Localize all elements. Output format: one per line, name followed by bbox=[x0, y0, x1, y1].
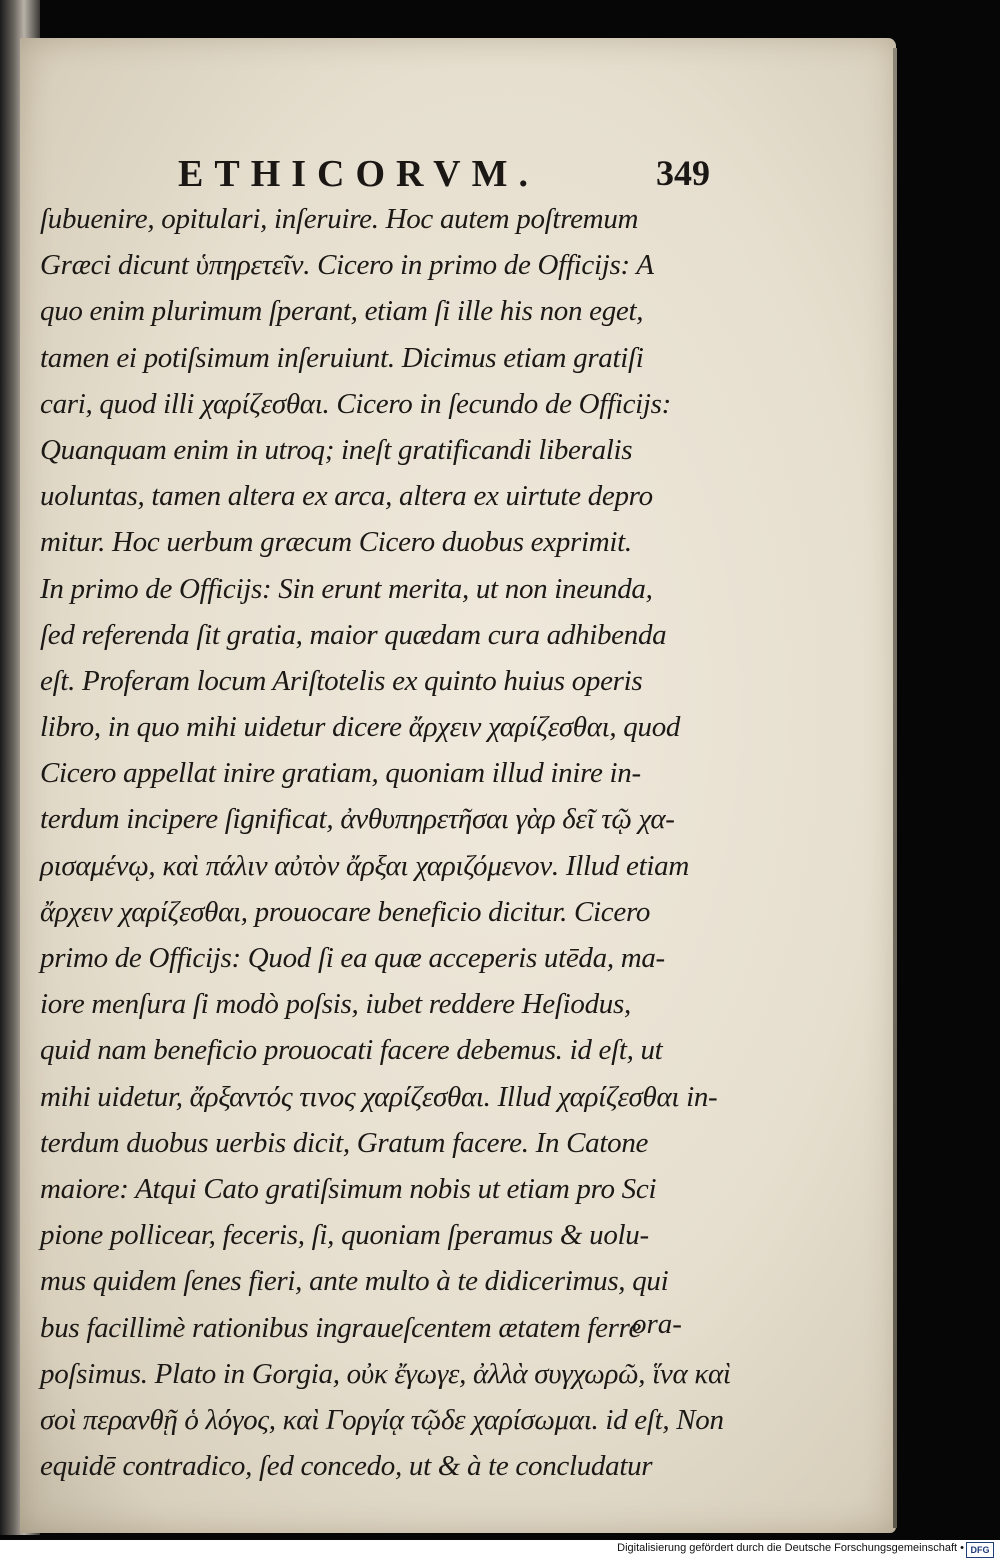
text-line: terdum duobus uerbis dicit, Gratum facere. In Catone bbox=[40, 1126, 649, 1159]
page-header bbox=[130, 152, 710, 196]
text-line: ſubuenire, opitulari, inſeruire. Hoc autem poſtremum bbox=[40, 203, 639, 235]
text-line: Quanquam enim in utroq; ineſt gratificandi liberalis bbox=[40, 433, 633, 466]
text-line: equidē contradico, ſed concedo, ut & à te concludatur bbox=[40, 1450, 653, 1483]
text-line: tamen ei potiſsimum inſeruiunt. Dicimus etiam gratiſi bbox=[40, 341, 644, 374]
text-line: bus facillimè rationibus ingraueſcentem ætatem ferre bbox=[40, 1311, 642, 1344]
text-line: eſt. Proferam locum Ariſtotelis ex quinto huius operis bbox=[40, 664, 643, 697]
dfg-logo: DFG bbox=[966, 1542, 994, 1558]
text-line: libro, in quo mihi uidetur dicere ἄρχειν χαρίζεσθαι, quod bbox=[40, 711, 681, 744]
text-line: pione pollicear, feceris, ſi, quoniam ſperamus & uolu- bbox=[40, 1219, 649, 1252]
text-line: ſed referenda ſit gratia, maior quædam cura adhibenda bbox=[40, 618, 667, 651]
text-line: Græci dicunt ὑπηρετεῖν. Cicero in primo de Officijs: A bbox=[40, 249, 654, 282]
text-line: uoluntas, tamen altera ex arca, altera ex uirtute depro bbox=[40, 480, 653, 513]
page-number: 349 bbox=[656, 153, 710, 193]
footer-bar bbox=[0, 1540, 1000, 1560]
text-line: iore menſura ſi modò poſsis, iubet reddere Heſiodus, bbox=[40, 988, 631, 1021]
page-edge bbox=[893, 48, 897, 1528]
running-head: ETHICORVM. bbox=[178, 153, 539, 195]
text-line: maiore: Atqui Cato gratiſsimum nobis ut etiam pro Sci bbox=[40, 1172, 657, 1205]
text-line: ρισαμένῳ, καὶ πάλιν αὐτὸν ἄρξαι χαριζόμενον. Illud etiam bbox=[40, 849, 689, 882]
catchword: ora- bbox=[632, 1308, 682, 1340]
text-line: mitur. Hoc uerbum græcum Cicero duobus exprimit. bbox=[40, 526, 632, 559]
text-line: Cicero appellat inire gratiam, quoniam illud inire in- bbox=[40, 757, 641, 790]
text-line: cari, quod illi χαρίζεσθαι. Cicero in ſecundo de Officijs: bbox=[40, 387, 672, 420]
text-line: primo de Officijs: Quod ſi ea quæ acceperis utēda, ma- bbox=[40, 942, 665, 974]
text-line: In primo de Officijs: Sin erunt merita, ut non ineunda, bbox=[40, 572, 653, 605]
text-line: mihi uidetur, ἄρξαντός τινος χαρίζεσθαι. Illud χαρίζεσθαι in- bbox=[40, 1080, 718, 1113]
text-line: mus quidem ſenes fieri, ante multo à te didicerimus, qui bbox=[40, 1265, 669, 1298]
text-line: σοὶ περανθῇ ὁ λόγος, καὶ Γοργίᾳ τῷδε χαρίσωμαι. id eſt, Non bbox=[40, 1403, 724, 1436]
text-line: quo enim plurimum ſperant, etiam ſi ille his non eget, bbox=[40, 295, 644, 328]
body-text bbox=[40, 196, 731, 1489]
text-line: poſsimus. Plato in Gorgia, οὐκ ἔγωγε, ἀλλὰ συγχωρῶ, ἵνα καὶ bbox=[40, 1357, 731, 1390]
text-line: terdum incipere ſignificat, ἀνθυπηρετῆσαι γὰρ δεῖ τῷ χα- bbox=[40, 803, 675, 836]
text-line: ἄρχειν χαρίζεσθαι, prouocare beneficio dicitur. Cicero bbox=[40, 895, 651, 928]
text-line: quid nam beneficio prouocati facere debemus. id eſt, ut bbox=[40, 1034, 663, 1067]
funding-credit: Digitalisierung gefördert durch die Deutsche Forschungsgemeinschaft • bbox=[617, 1542, 964, 1554]
